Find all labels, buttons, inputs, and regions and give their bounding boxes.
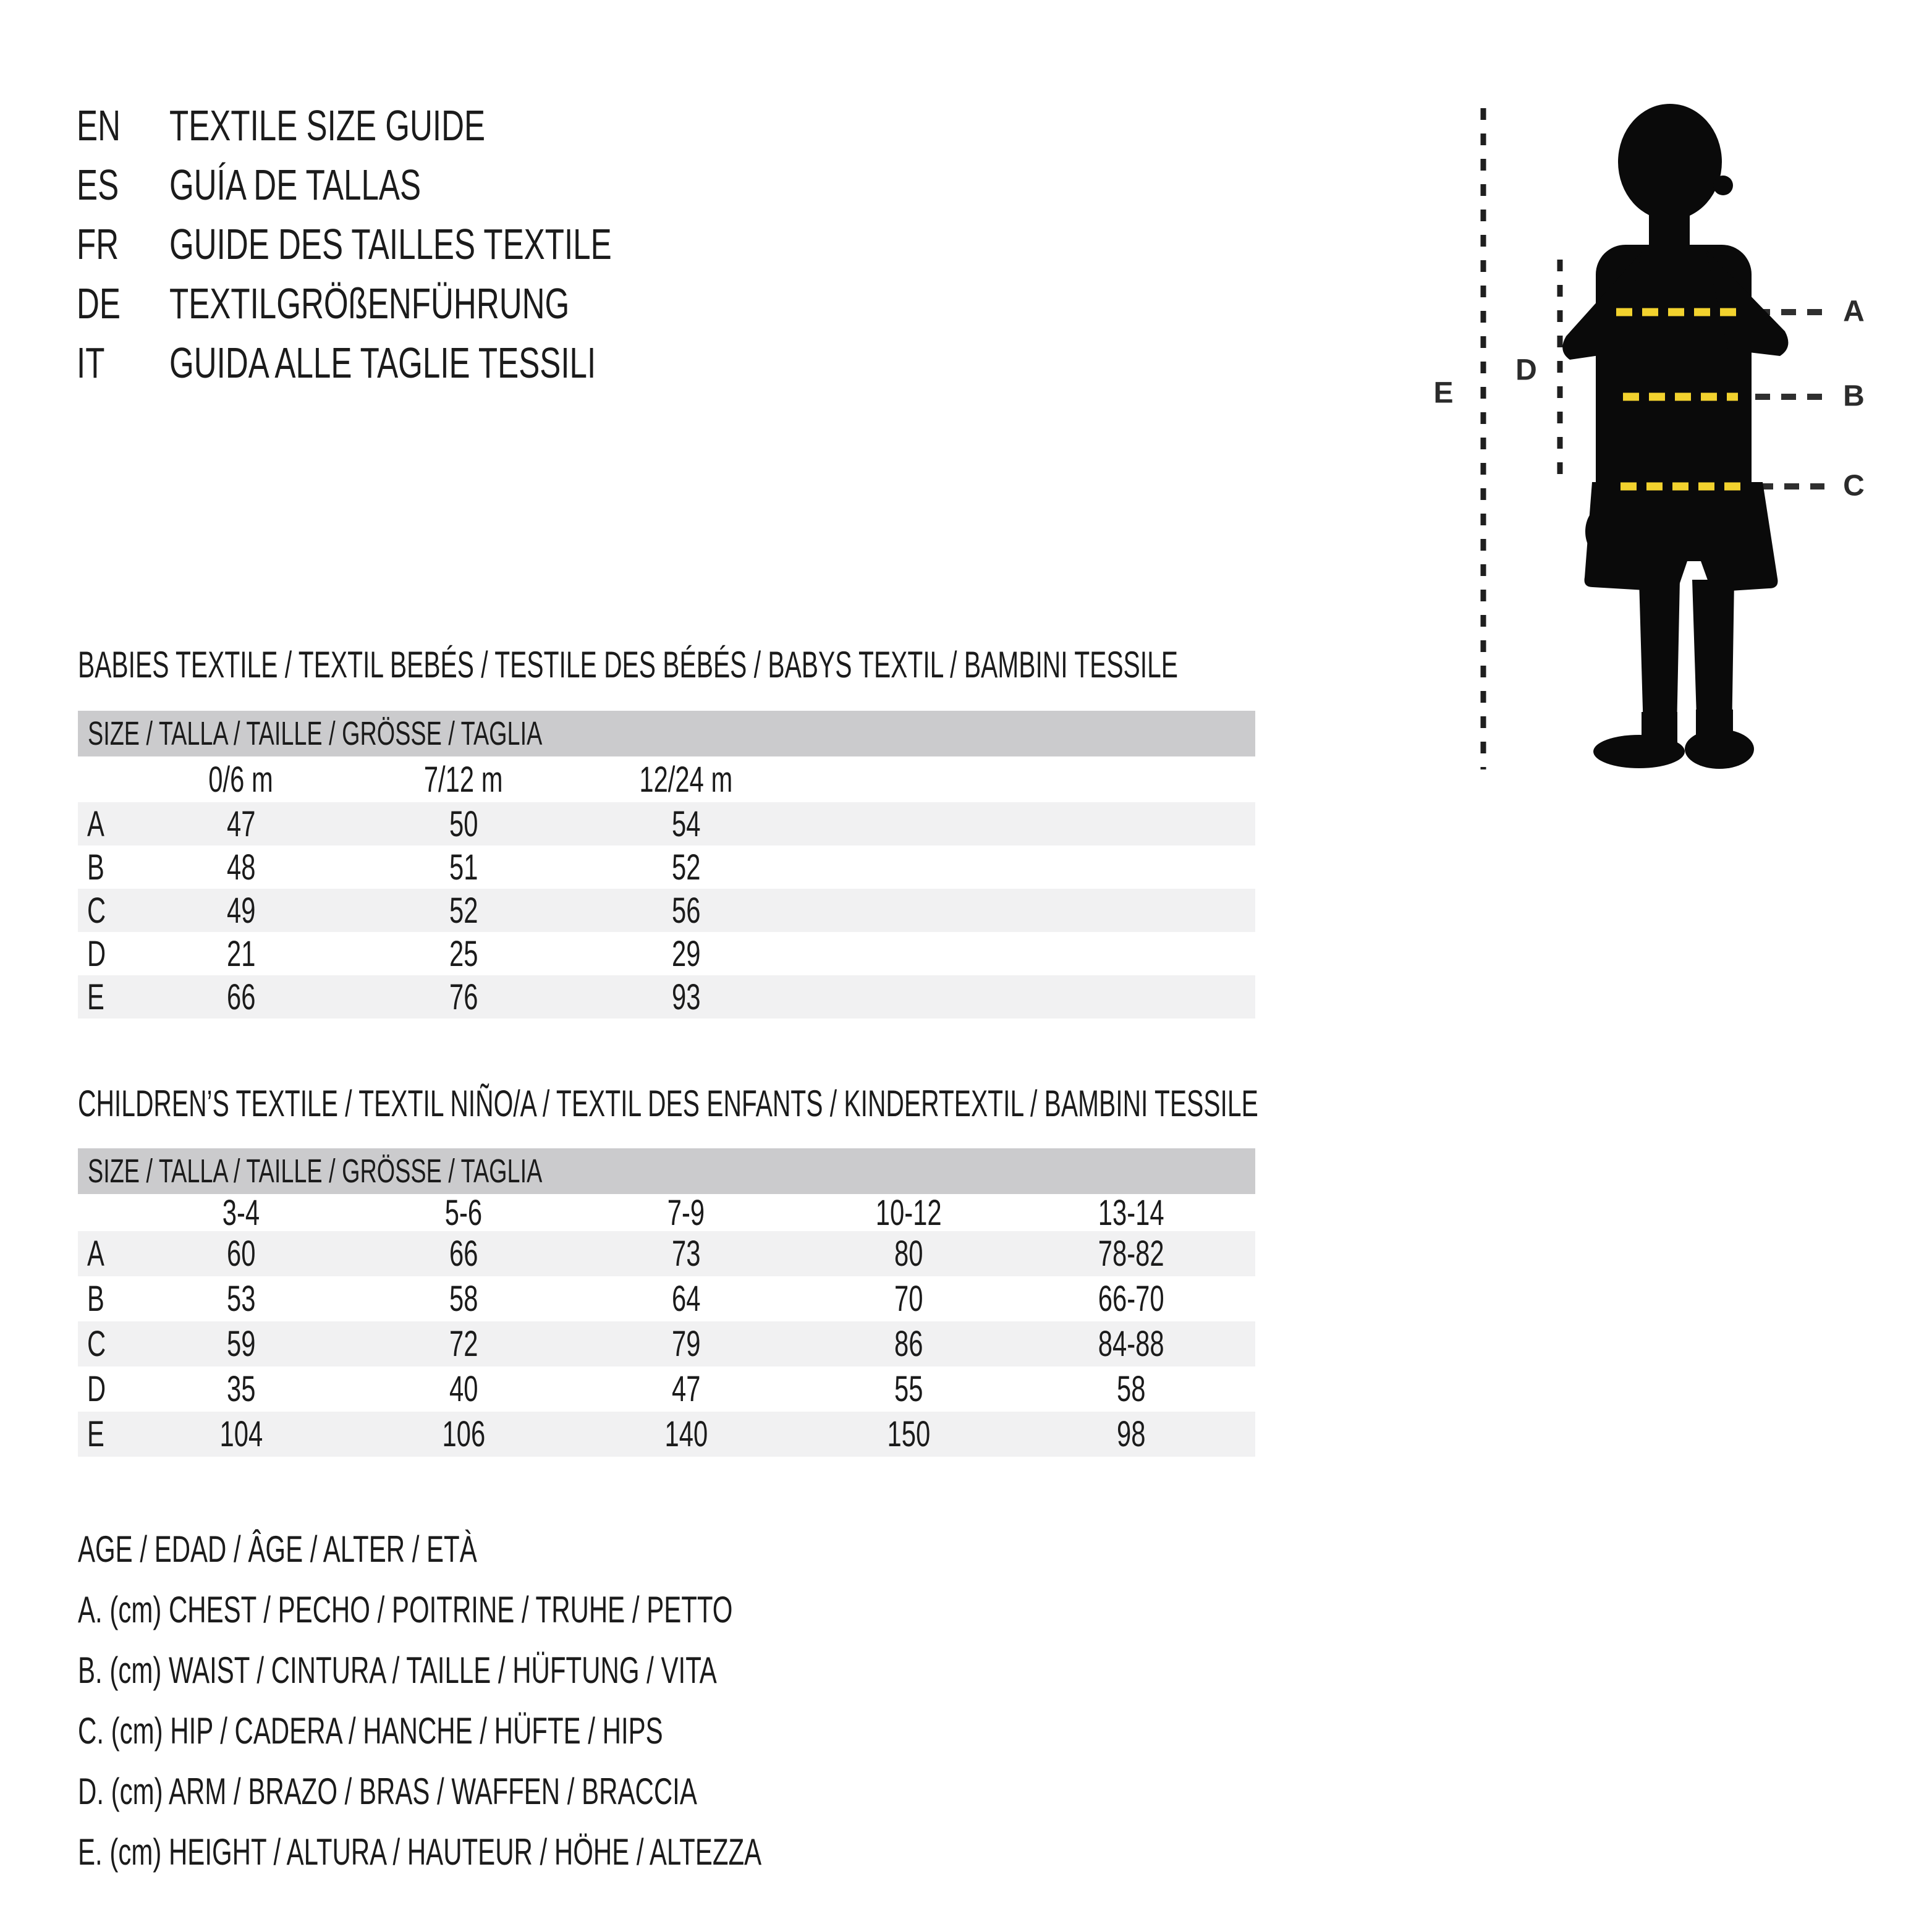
- row-label: B: [87, 1279, 104, 1319]
- language-code: IT: [77, 339, 105, 387]
- row-label: D: [87, 1369, 106, 1409]
- legend-height: E. (cm) HEIGHT / ALTURA / HAUTEUR / HÖHE / ALTEZZA: [78, 1831, 762, 1873]
- babies-size-header-bar: SIZE / TALLA / TAILLE / GRÖSSE / TAGLIA: [78, 711, 1255, 756]
- language-row-fr: [77, 214, 775, 274]
- language-row-it: [77, 333, 775, 392]
- table-row-d: D 35 40 47 55 58: [78, 1366, 1255, 1412]
- children-col-10-12: 10-12: [875, 1192, 942, 1233]
- babies-size-table: [78, 756, 1255, 1019]
- measure-label-b: B: [1843, 379, 1865, 413]
- language-row-en: [77, 96, 775, 155]
- table-row-c: C 49 52 56: [78, 889, 1255, 932]
- legend-hip: C. (cm) HIP / CADERA / HANCHE / HÜFTE / HIPS: [78, 1710, 663, 1752]
- children-column-header-row: [78, 1194, 1255, 1231]
- measure-label-e: E: [1433, 376, 1454, 410]
- children-size-header-bar: SIZE / TALLA / TAILLE / GRÖSSE / TAGLIA: [78, 1148, 1255, 1194]
- language-row-de: [77, 274, 775, 333]
- measure-label-a: A: [1843, 295, 1865, 328]
- row-label: D: [87, 933, 106, 974]
- language-code: DE: [77, 279, 121, 328]
- guide-title-it: GUIDA ALLE TAGLIE TESSILI: [169, 339, 596, 387]
- babies-column-header-row: [78, 756, 1255, 802]
- babies-col-12-24m: 12/24 m: [639, 759, 733, 800]
- table-row-b: B 48 51 52: [78, 845, 1255, 889]
- guide-title-de: TEXTILGRÖßENFÜHRUNG: [169, 279, 570, 328]
- babies-col-7-12m: 7/12 m: [424, 759, 503, 800]
- children-col-13-14: 13-14: [1098, 1192, 1164, 1233]
- table-row-a: A 60 66 73 80 78-82: [78, 1231, 1255, 1276]
- row-label: A: [87, 1234, 104, 1274]
- legend-age: AGE / EDAD / ÂGE / ALTER / ETÀ: [78, 1528, 477, 1570]
- table-row-d: D 21 25 29: [78, 932, 1255, 975]
- row-label: B: [87, 847, 104, 888]
- children-col-3-4: 3-4: [222, 1192, 260, 1233]
- row-label: C: [87, 1324, 106, 1364]
- table-row-a: A 47 50 54: [78, 802, 1255, 845]
- row-label: E: [87, 977, 104, 1017]
- table-row-e: E 66 76 93: [78, 975, 1255, 1019]
- children-col-5-6: 5-6: [444, 1192, 483, 1233]
- row-label: A: [87, 803, 104, 844]
- measure-label-c: C: [1843, 469, 1865, 502]
- babies-section-title: BABIES TEXTILE / TEXTIL BEBÉS / TESTILE DES BÉBÉS / BABYS TEXTIL / BAMBINI TESSILE: [78, 644, 1179, 685]
- legend-arm: D. (cm) ARM / BRAZO / BRAS / WAFFEN / BRACCIA: [78, 1771, 697, 1812]
- row-label: E: [87, 1414, 104, 1454]
- legend-waist: B. (cm) WAIST / CINTURA / TAILLE / HÜFTUNG / VITA: [78, 1650, 717, 1691]
- children-col-7-9: 7-9: [667, 1192, 705, 1233]
- language-code: ES: [77, 161, 119, 209]
- measurement-legend: [78, 1519, 1054, 1883]
- language-title-list: [77, 96, 775, 392]
- guide-title-es: GUÍA DE TALLAS: [169, 161, 422, 209]
- legend-chest: A. (cm) CHEST / PECHO / POITRINE / TRUHE / PETTO: [78, 1589, 733, 1630]
- language-code: EN: [77, 101, 121, 150]
- guide-title-en: TEXTILE SIZE GUIDE: [169, 101, 486, 150]
- table-row-c: C 59 72 79 86 84-88: [78, 1321, 1255, 1366]
- measure-label-d: D: [1515, 354, 1538, 387]
- table-row-b: B 53 58 64 70 66-70: [78, 1276, 1255, 1321]
- guide-title-fr: GUIDE DES TAILLES TEXTILE: [169, 220, 612, 268]
- row-label: C: [87, 890, 106, 931]
- language-code: FR: [77, 220, 119, 268]
- children-size-table: [78, 1194, 1255, 1457]
- language-row-es: [77, 155, 775, 214]
- babies-col-0-6m: 0/6 m: [208, 759, 274, 800]
- children-section-title: CHILDREN’S TEXTILE / TEXTIL NIÑO/A / TEXTIL DES ENFANTS / KINDERTEXTIL / BAMBINI TESSILE: [78, 1083, 1258, 1124]
- table-row-e: E 104 106 140 150 98: [78, 1412, 1255, 1457]
